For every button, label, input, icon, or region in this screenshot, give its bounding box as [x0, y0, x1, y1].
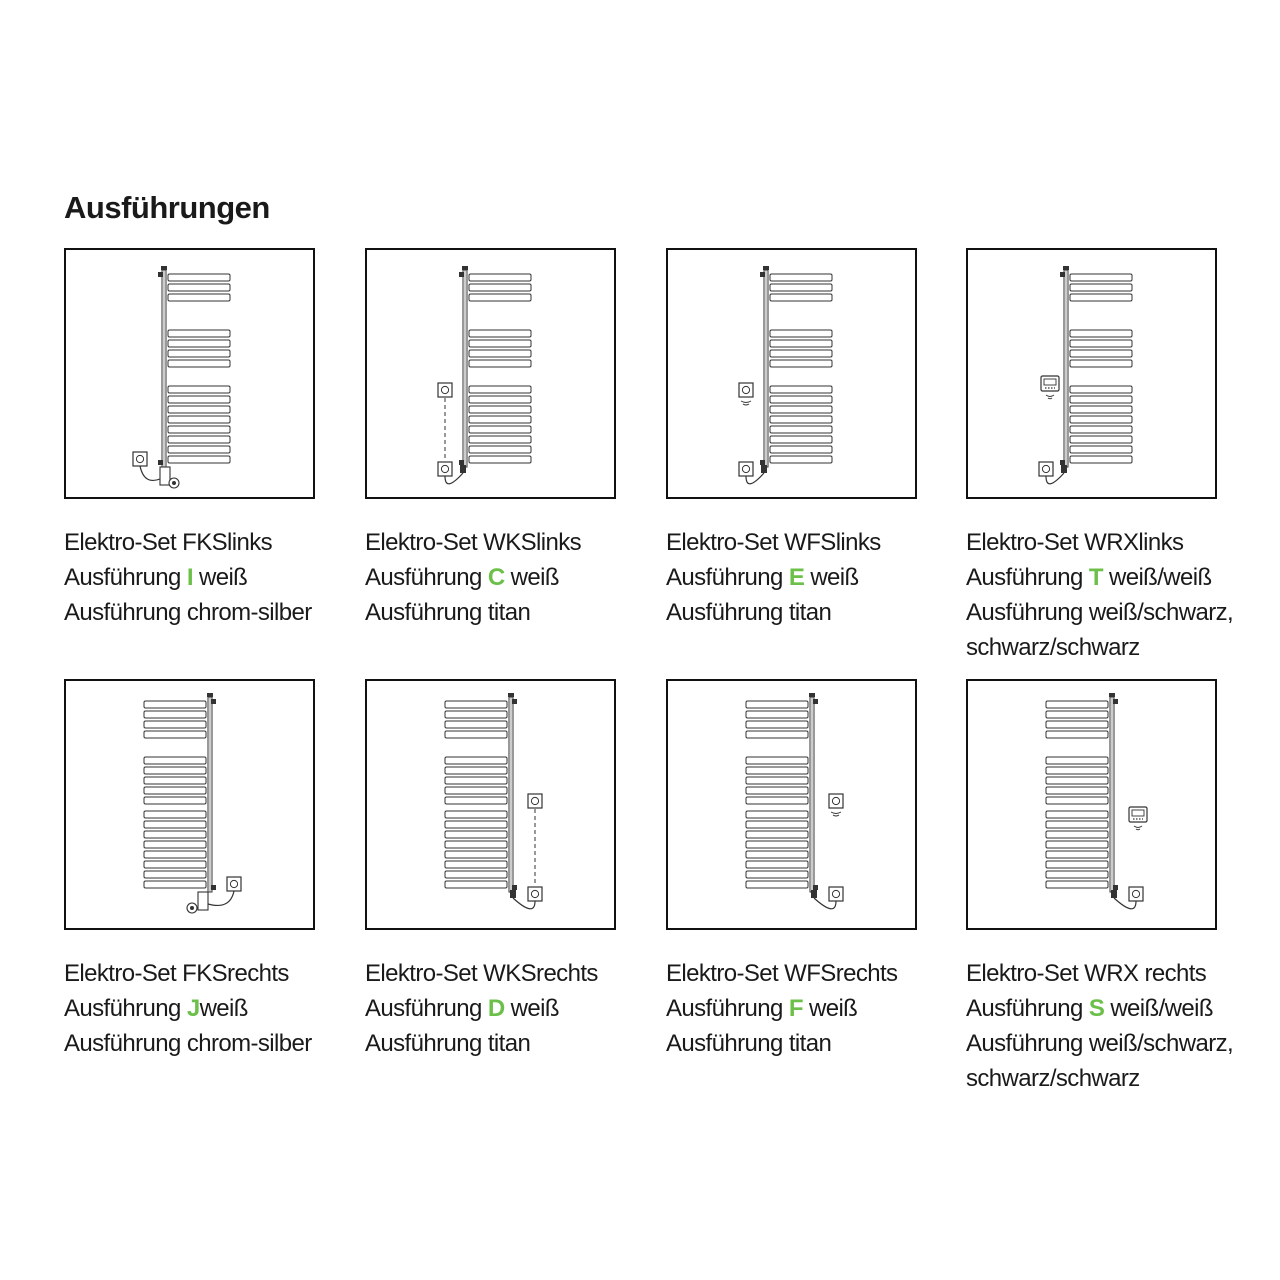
radiator-bar	[469, 436, 531, 443]
variant-name: Elektro-Set FKSlinks	[64, 529, 273, 556]
radiator-bar	[144, 787, 206, 794]
radiator-bar	[1070, 406, 1132, 413]
radiator-bar	[445, 821, 507, 828]
radiator-bar	[770, 406, 832, 413]
heating-element	[761, 465, 767, 473]
finish-text: Ausführung	[666, 564, 789, 591]
radiator-bar	[1046, 787, 1108, 794]
radiator-bar	[469, 456, 531, 463]
radiator-bar	[746, 851, 808, 858]
radiator-bar	[746, 811, 808, 818]
variant-name: Elektro-Set WKSrechts	[365, 960, 598, 987]
radiator-drawing	[144, 693, 241, 913]
radiator-bar	[469, 360, 531, 367]
finish-line	[64, 560, 315, 595]
finish-line	[365, 560, 616, 595]
radiator-bar	[770, 436, 832, 443]
radiator-bar	[445, 757, 507, 764]
finish-line	[365, 991, 616, 1026]
wireless-sensor-icon	[829, 794, 843, 808]
radiator-bar	[770, 274, 832, 281]
radiator-bar	[144, 871, 206, 878]
finish-code: E	[788, 564, 805, 591]
radiator-bar	[1070, 396, 1132, 403]
product-image	[64, 248, 315, 499]
radiator-bar	[469, 340, 531, 347]
radiator-bar	[1070, 350, 1132, 357]
radiator-bar	[746, 787, 808, 794]
variant-name: Elektro-Set WKSlinks	[365, 529, 582, 556]
radiator-drawing	[1039, 266, 1132, 484]
page-title: Ausführungen	[64, 190, 270, 225]
radiator-bar	[168, 274, 230, 281]
wireless-sensor-icon	[739, 383, 753, 397]
finish-text: Ausführung chrom-silber	[64, 599, 312, 626]
finish-text: Ausführung	[666, 995, 789, 1022]
finish-line	[666, 560, 917, 595]
finish-text: Ausführung	[365, 564, 488, 591]
radiator-drawing	[746, 693, 843, 909]
variant-caption	[64, 956, 315, 1061]
radiator-bar	[746, 797, 808, 804]
cable	[208, 891, 234, 905]
radiator-bar	[445, 787, 507, 794]
radiator-bar	[144, 777, 206, 784]
radiator-bar	[445, 731, 507, 738]
radiator-illustration	[66, 681, 313, 928]
radiator-illustration	[668, 250, 915, 497]
radiator-bar	[445, 831, 507, 838]
radiator-illustration	[968, 250, 1215, 497]
radiator-bar	[445, 861, 507, 868]
radiator-bar	[168, 284, 230, 291]
variant-name: Elektro-Set WFSrechts	[666, 960, 898, 987]
radiator-bar	[144, 821, 206, 828]
variant-caption	[365, 956, 616, 1061]
radio-wave-icon	[1134, 826, 1142, 830]
radiator-bar	[144, 881, 206, 888]
finish-code: C	[487, 564, 505, 591]
radiator-bar	[469, 350, 531, 357]
finish-line	[365, 1026, 616, 1061]
radiator-bar	[1046, 821, 1108, 828]
heating-element	[510, 890, 516, 898]
finish-line	[64, 991, 315, 1026]
radiator-bar	[445, 871, 507, 878]
variant-card	[966, 248, 1234, 665]
radiator-bar	[1046, 767, 1108, 774]
radiator-bar	[770, 340, 832, 347]
radiator-bar	[1070, 294, 1132, 301]
radiator-drawing	[739, 266, 832, 484]
radiator-bar	[168, 416, 230, 423]
radiator-bar	[1070, 456, 1132, 463]
radiator-bar	[1070, 274, 1132, 281]
radiator-bar	[746, 871, 808, 878]
radiator-bar	[1046, 831, 1108, 838]
finish-text: Ausführung weiß/schwarz,	[966, 599, 1234, 626]
radiator-bar	[770, 396, 832, 403]
radiator-bar	[168, 360, 230, 367]
finish-line	[966, 595, 1234, 630]
radiator-bar	[144, 797, 206, 804]
finish-code: S	[1088, 995, 1105, 1022]
radiator-illustration	[66, 250, 313, 497]
radiator-bar	[770, 456, 832, 463]
variant-card	[966, 679, 1234, 1096]
radiator-bar	[144, 851, 206, 858]
radiator-bar	[770, 330, 832, 337]
radiator-bar	[144, 831, 206, 838]
finish-code: D	[487, 995, 505, 1022]
radiator-bar	[469, 446, 531, 453]
radiator-bar	[168, 446, 230, 453]
finish-line	[666, 1026, 917, 1061]
radiator-bar	[1070, 360, 1132, 367]
radiator-bar	[1070, 446, 1132, 453]
radiator-bar	[445, 881, 507, 888]
finish-text: Ausführung chrom-silber	[64, 1030, 312, 1057]
finish-text: Ausführung	[64, 995, 187, 1022]
radiator-drawing	[438, 266, 531, 484]
variant-name: Elektro-Set WRX rechts	[966, 960, 1207, 987]
finish-text: Ausführung titan	[666, 1030, 832, 1057]
finish-line	[64, 1026, 315, 1061]
radiator-bar	[746, 881, 808, 888]
radiator-bar	[746, 841, 808, 848]
radiator-bar	[445, 841, 507, 848]
radiator-bar	[445, 851, 507, 858]
radio-wave-icon	[741, 401, 751, 405]
finish-text: Ausführung	[64, 564, 187, 591]
radiator-illustration	[367, 681, 614, 928]
wired-thermostat-icon	[438, 383, 452, 397]
product-image	[64, 679, 315, 930]
variant-caption	[666, 525, 917, 630]
variant-card	[365, 679, 616, 1061]
radiator-bar	[469, 330, 531, 337]
radiator-bar	[1046, 811, 1108, 818]
radiator-bar	[770, 386, 832, 393]
radiator-bar	[746, 831, 808, 838]
radiator-bar	[746, 777, 808, 784]
radiator-bar	[746, 711, 808, 718]
radiator-bar	[168, 426, 230, 433]
radiator-bar	[144, 721, 206, 728]
variant-caption	[64, 525, 315, 630]
radiator-bar	[1046, 871, 1108, 878]
radiator-bar	[168, 456, 230, 463]
radiator-bar	[1046, 861, 1108, 868]
radiator-bar	[168, 436, 230, 443]
heating-element	[198, 892, 208, 910]
wall-socket-icon	[528, 887, 542, 901]
radiator-bar	[1046, 797, 1108, 804]
radiator-bar	[144, 861, 206, 868]
finish-color: weiß	[504, 995, 559, 1022]
radiator-bar	[469, 294, 531, 301]
heating-element	[1061, 465, 1067, 473]
radiator-bar	[469, 406, 531, 413]
radiator-bar	[469, 426, 531, 433]
radiator-bar	[1046, 701, 1108, 708]
radiator-bar	[746, 757, 808, 764]
finish-line	[365, 595, 616, 630]
variant-caption	[365, 525, 616, 630]
finish-text: schwarz/schwarz	[966, 1065, 1140, 1092]
radiator-bar	[144, 711, 206, 718]
finish-color: weiß	[192, 564, 248, 591]
radiator-bar	[445, 811, 507, 818]
radiator-bar	[746, 721, 808, 728]
variant-card	[666, 248, 917, 630]
radiator-bar	[1070, 436, 1132, 443]
variant-card	[666, 679, 917, 1061]
variant-name: Elektro-Set FKSrechts	[64, 960, 289, 987]
radiator-bar	[1070, 330, 1132, 337]
radiator-drawing	[445, 693, 542, 909]
variant-caption	[666, 956, 917, 1061]
radiator-bar	[770, 360, 832, 367]
finish-code: T	[1088, 564, 1103, 591]
finish-text: Ausführung titan	[666, 599, 832, 626]
variant-card	[365, 248, 616, 630]
wall-socket-icon	[133, 452, 147, 466]
radiator-bar	[144, 841, 206, 848]
radiator-bar	[144, 757, 206, 764]
radiator-drawing	[133, 266, 230, 488]
product-image	[966, 679, 1217, 930]
radiator-bar	[770, 294, 832, 301]
radiator-bar	[1046, 757, 1108, 764]
finish-line	[966, 1026, 1234, 1061]
radio-wave-icon	[831, 812, 841, 816]
product-image	[666, 248, 917, 499]
radiator-bar	[746, 821, 808, 828]
radiator-bar	[746, 731, 808, 738]
wall-socket-icon	[829, 887, 843, 901]
variant-caption	[966, 956, 1234, 1096]
finish-code: F	[788, 995, 803, 1022]
wired-thermostat-icon	[528, 794, 542, 808]
radiator-bar	[144, 767, 206, 774]
finish-text: Ausführung	[365, 995, 488, 1022]
radiator-illustration	[668, 681, 915, 928]
finish-color: weiß	[802, 995, 858, 1022]
radio-wave-icon	[1046, 395, 1054, 399]
radiator-illustration	[367, 250, 614, 497]
wall-socket-icon	[1129, 887, 1143, 901]
finish-text: Ausführung weiß/schwarz,	[966, 1030, 1234, 1057]
radiator-bar	[168, 330, 230, 337]
radiator-bar	[168, 294, 230, 301]
radiator-bar	[1070, 284, 1132, 291]
radiator-bar	[746, 701, 808, 708]
finish-text: Ausführung titan	[365, 1030, 531, 1057]
radiator-bar	[469, 396, 531, 403]
cable	[140, 466, 160, 480]
finish-line	[666, 991, 917, 1026]
radiator-bar	[770, 284, 832, 291]
radiator-bar	[469, 274, 531, 281]
radiator-bar	[1046, 881, 1108, 888]
radiator-bar	[168, 406, 230, 413]
radiator-bar	[1046, 841, 1108, 848]
finish-color: weiß	[504, 564, 559, 591]
radiator-bar	[746, 767, 808, 774]
finish-line	[966, 630, 1217, 665]
wall-socket-icon	[739, 462, 753, 476]
radiator-bar	[469, 386, 531, 393]
finish-text: Ausführung titan	[365, 599, 531, 626]
radiator-bar	[770, 446, 832, 453]
radiator-illustration	[968, 681, 1215, 928]
radiator-bar	[445, 777, 507, 784]
radiator-bar	[168, 396, 230, 403]
finish-line	[64, 595, 315, 630]
finish-color: weiß/weiß	[1102, 564, 1212, 591]
radiator-bar	[746, 861, 808, 868]
wall-socket-icon	[438, 462, 452, 476]
heating-element	[811, 890, 817, 898]
finish-color: weiß	[804, 564, 859, 591]
radiator-bar	[168, 386, 230, 393]
variant-name: Elektro-Set WFSlinks	[666, 529, 881, 556]
radiator-bar	[1046, 721, 1108, 728]
finish-line	[966, 991, 1217, 1026]
radiator-bar	[1046, 711, 1108, 718]
radiator-bar	[445, 701, 507, 708]
radiator-drawing	[1046, 693, 1147, 909]
radiator-bar	[445, 797, 507, 804]
variant-card	[64, 248, 315, 630]
radiator-bar	[144, 811, 206, 818]
variant-card	[64, 679, 315, 1061]
radiator-bar	[469, 416, 531, 423]
heating-element	[460, 465, 466, 473]
radiator-bar	[445, 711, 507, 718]
radiator-bar	[144, 731, 206, 738]
product-image	[966, 248, 1217, 499]
radiator-bar	[168, 340, 230, 347]
finish-line	[966, 560, 1217, 595]
product-image	[365, 679, 616, 930]
heating-element	[1111, 890, 1117, 898]
finish-text: Ausführung	[966, 995, 1089, 1022]
radiator-bar	[1046, 777, 1108, 784]
product-image	[666, 679, 917, 930]
radiator-bar	[1070, 426, 1132, 433]
finish-color: weiß	[199, 995, 248, 1022]
radiator-bar	[168, 350, 230, 357]
radiator-bar	[770, 350, 832, 357]
radiator-bar	[770, 416, 832, 423]
radiator-bar	[469, 284, 531, 291]
radiator-bar	[445, 767, 507, 774]
finish-text: schwarz/schwarz	[966, 634, 1140, 661]
finish-text: Ausführung	[966, 564, 1089, 591]
radiator-bar	[1046, 851, 1108, 858]
finish-code: I	[186, 564, 193, 591]
radiator-bar	[1070, 416, 1132, 423]
wall-socket-icon	[227, 877, 241, 891]
radiator-bar	[1046, 731, 1108, 738]
finish-line	[966, 1061, 1217, 1096]
variant-caption	[966, 525, 1234, 665]
radiator-bar	[770, 426, 832, 433]
radiator-bar	[1070, 386, 1132, 393]
finish-line	[666, 595, 917, 630]
finish-color: weiß/weiß	[1104, 995, 1213, 1022]
radiator-bar	[445, 721, 507, 728]
finish-code: J	[186, 995, 200, 1022]
radiator-bar	[144, 701, 206, 708]
variant-name: Elektro-Set WRXlinks	[966, 529, 1184, 556]
wall-socket-icon	[1039, 462, 1053, 476]
product-image	[365, 248, 616, 499]
radiator-bar	[1070, 340, 1132, 347]
